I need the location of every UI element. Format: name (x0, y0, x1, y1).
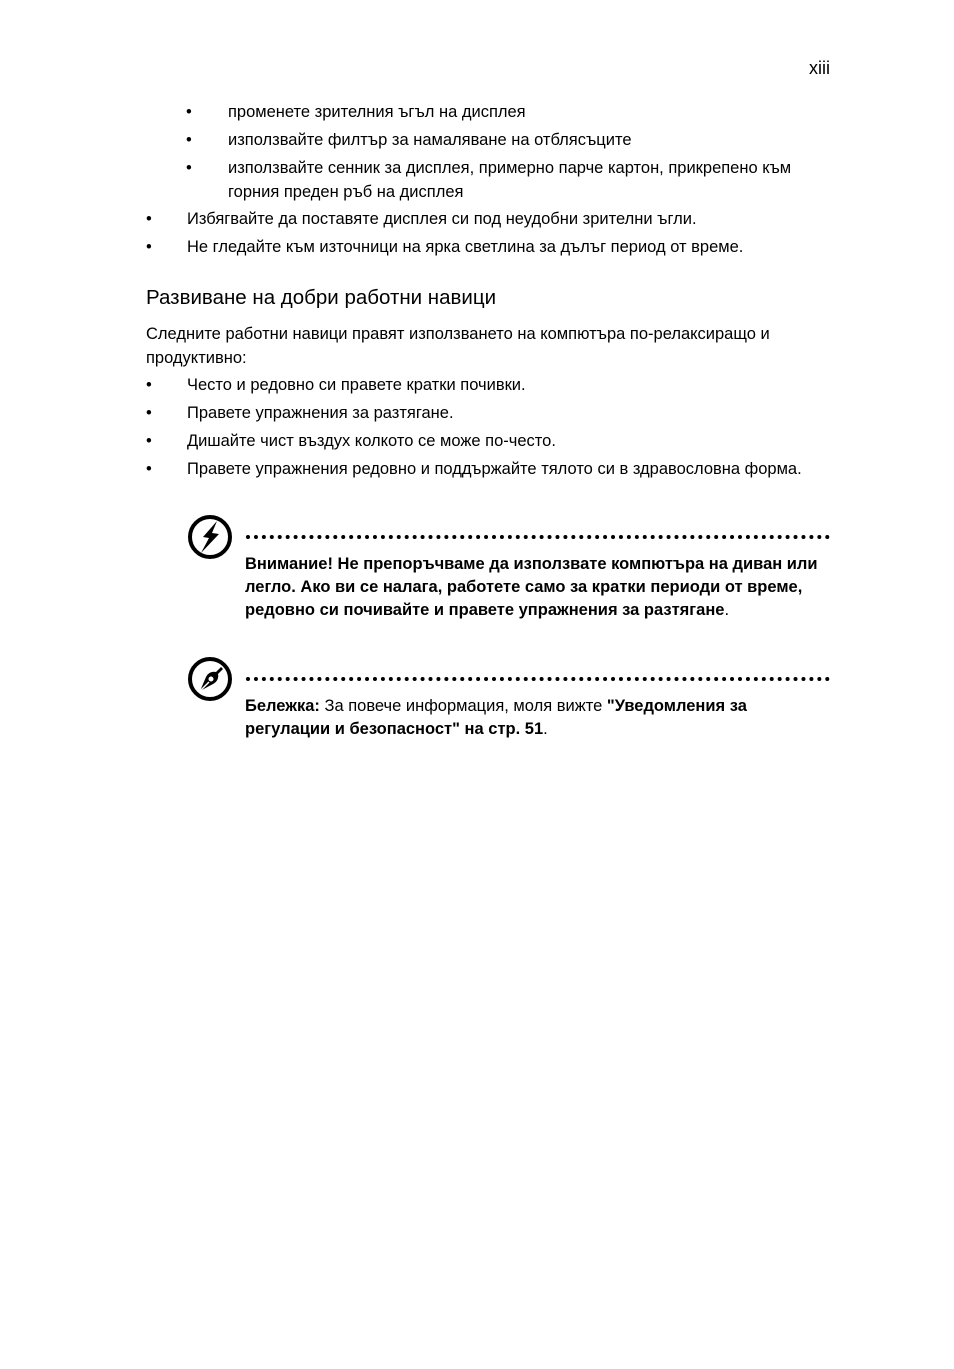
note-text (245, 695, 830, 741)
list-item-text: променете зрителния ъгъл на дисплея (228, 103, 526, 121)
section-heading: Развиване на добри работни навици (146, 286, 497, 309)
list-item (146, 401, 830, 425)
bullet: • (186, 159, 192, 177)
sub-bullet-list (146, 100, 830, 208)
warning-callout (186, 513, 830, 653)
note-message: За повече информация, моля вижте (319, 697, 607, 715)
dotted-divider (246, 677, 830, 681)
list-item (146, 373, 830, 397)
list-item-text: Правете упражнения редовно и поддържайте тялото си в здравословна форма. (187, 460, 802, 478)
bullet: • (146, 238, 152, 256)
bullet: • (186, 131, 192, 149)
list-item (146, 100, 830, 124)
note-pen-icon (186, 655, 234, 703)
bullet-list (146, 373, 830, 485)
note-callout (186, 655, 830, 755)
list-item (146, 207, 830, 231)
list-item (146, 235, 830, 259)
list-item-text: Често и редовно си правете кратки почивки. (187, 376, 526, 394)
list-item-text: Дишайте чист въздух колкото се може по-често. (187, 432, 556, 450)
list-item-text: Не гледайте към източници на ярка светлина за дълъг период от време. (187, 238, 744, 256)
bullet: • (146, 376, 152, 394)
warning-lightning-icon (186, 513, 234, 561)
list-item-text: Избягвайте да поставяте дисплея си под неудобни зрителни ъгли. (187, 210, 697, 228)
list-item-text: използвайте сенник за дисплея, примерно парче картон, прикрепено към горния преден ръб на дисплея (228, 159, 792, 201)
page-number: xiii (809, 58, 830, 78)
warning-period: . (724, 601, 730, 619)
bullet: • (186, 103, 192, 121)
dotted-divider (246, 535, 830, 539)
bullet: • (146, 460, 152, 478)
list-item-text: използвайте филтър за намаляване на отблясъците (228, 131, 632, 149)
warning-text (245, 553, 830, 622)
bullet: • (146, 210, 152, 228)
bullet: • (146, 404, 152, 422)
note-period: . (543, 720, 548, 738)
list-item (146, 429, 830, 453)
list-item-text: Правете упражнения за разтягане. (187, 404, 454, 422)
section-intro: Следните работни навици правят използването на компютъра по-релаксиращо и продуктивно: (146, 325, 770, 367)
note-label: Бележка: (245, 697, 320, 715)
note-reference-link[interactable]: "Уведомления за регулации и безопасност" на стр. 51 (245, 697, 747, 738)
list-item (146, 156, 830, 204)
list-item (146, 128, 830, 152)
warning-message: Внимание! Не препоръчваме да използвате компютъра на диван или легло. Ако ви се налага, работете само за кратки периоди от време, редовно си почивайте и правете упражнения за разтягане (245, 555, 818, 619)
list-item (146, 457, 830, 481)
bullet-list (146, 207, 830, 263)
bullet: • (146, 432, 152, 450)
